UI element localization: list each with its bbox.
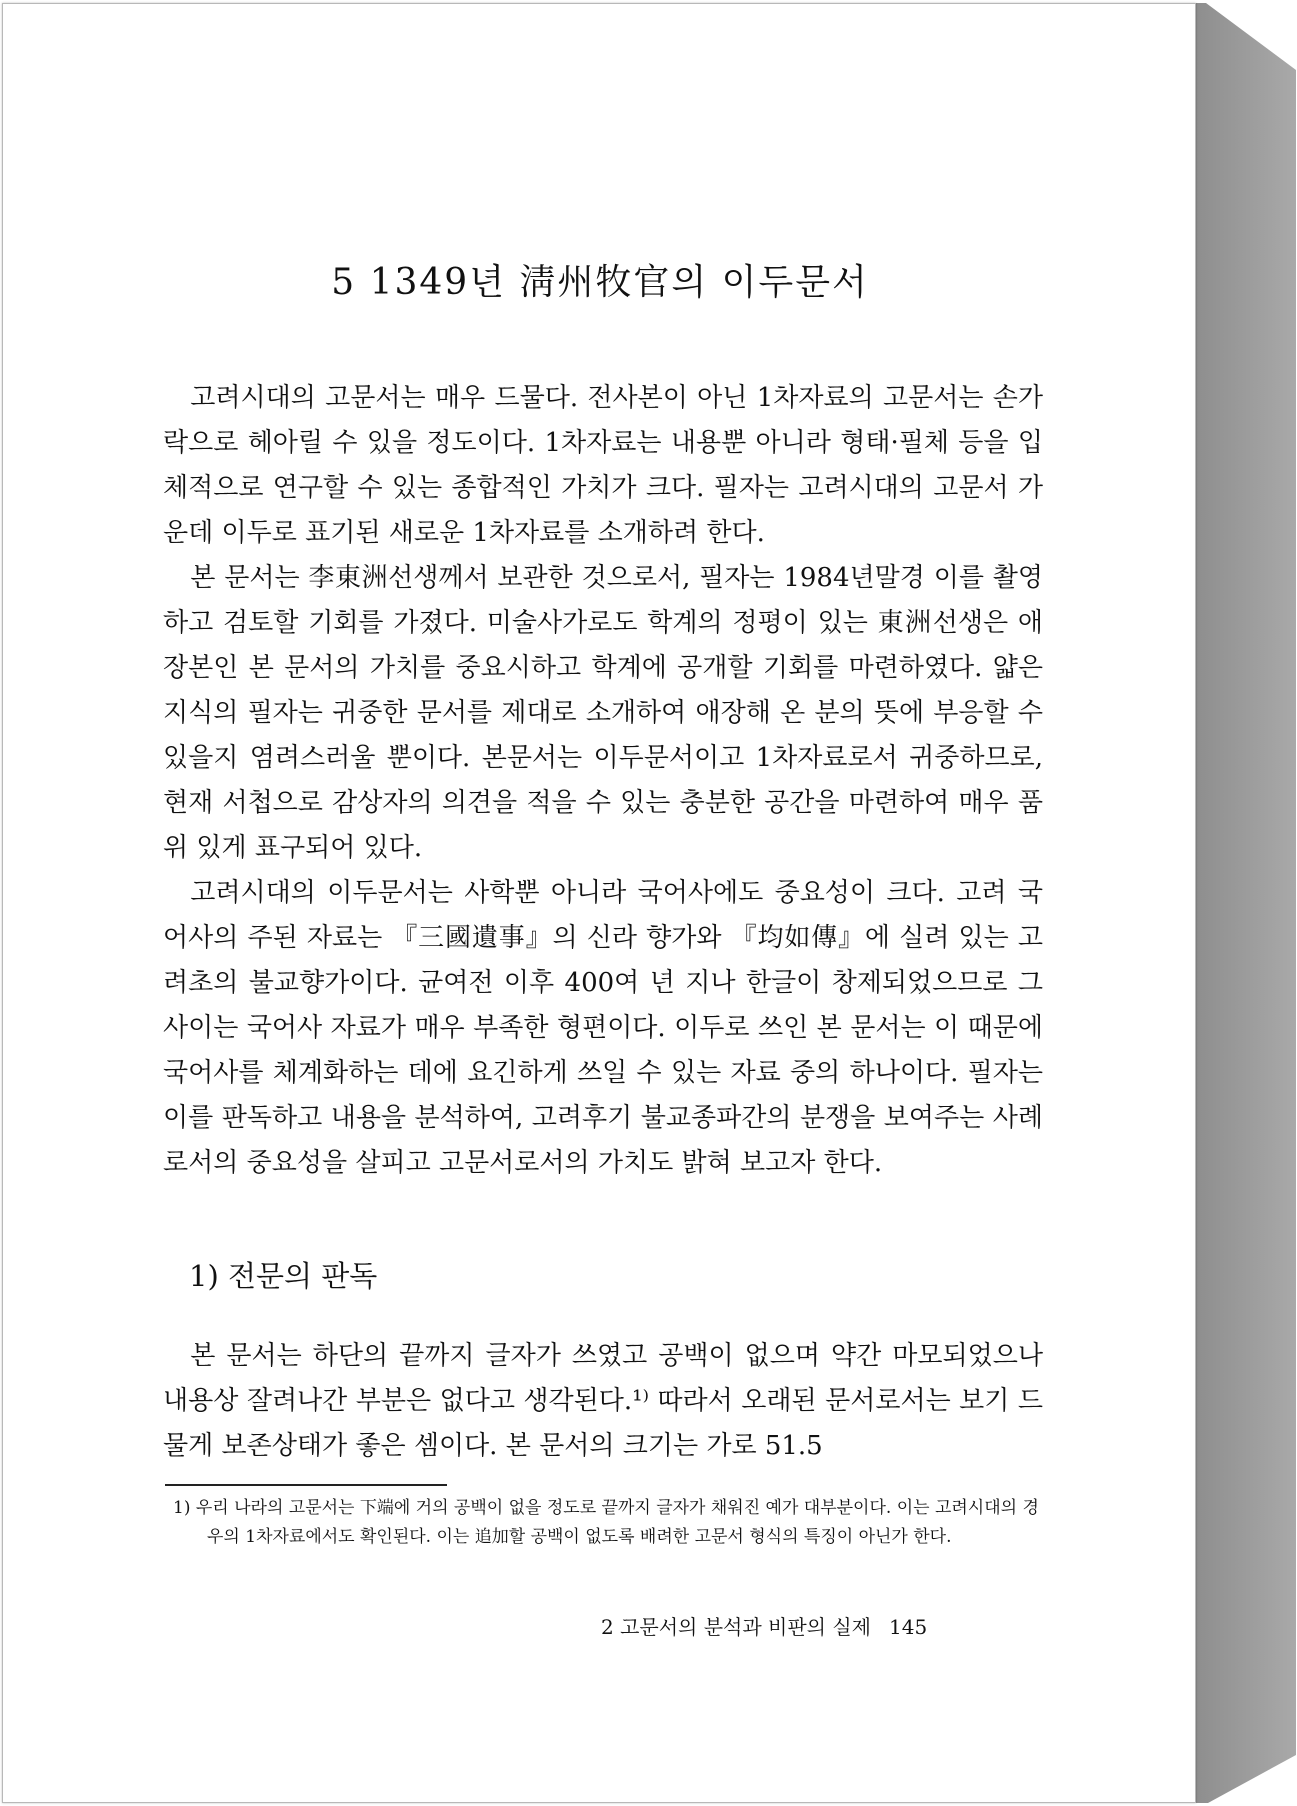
book-page <box>2 3 1196 1803</box>
section-body-text <box>163 1334 1043 1469</box>
page-number: 145 <box>889 1615 928 1639</box>
paragraph: 본 문서는 하단의 끝까지 글자가 쓰였고 공백이 없으며 약간 마모되었으나 내용상 잘려나간 부분은 없다고 생각된다.¹⁾ 따라서 오래된 문서로서는 보기 드물게 보존상태가 좋은 셈이다. 본 문서의 크기는 가로 51.5 <box>163 1341 1043 1461</box>
paragraph: 본 문서는 李東洲선생께서 보관한 것으로서, 필자는 1984년말경 이를 촬영하고 검토할 기회를 가졌다. 미술사가로도 학계의 정평이 있는 東洲선생은 애장본인 본 문서의 가치를 중요시하고 학계에 공개할 기회를 마련하였다. 얇은 지식의 필자는 귀중한 문서를 제대로 소개하여 애장해 온 분의 뜻에 부응할 수 있을지 염려스러울 뿐이다. 본문서는 이두문서이고 1차자료로서 귀중하므로, 현재 서첩으로 감상자의 의견을 적을 수 있는 충분한 공간을 마련하여 매우 품위 있게 표구되어 있다. <box>163 563 1043 863</box>
body-text <box>163 376 1043 1186</box>
section-heading: 1) 전문의 판독 <box>189 1259 378 1293</box>
chapter-title: 5 1349년 淸州牧官의 이두문서 <box>331 262 869 303</box>
paragraph: 고려시대의 고문서는 매우 드물다. 전사본이 아닌 1차자료의 고문서는 손가락으로 헤아릴 수 있을 정도이다. 1차자료는 내용뿐 아니라 형태·필체 등을 입체적으로 연구할 수 있는 종합적인 가치가 크다. 필자는 고려시대의 고문서 가운데 이두로 표기된 새로운 1차자료를 소개하려 한다. <box>163 383 1043 548</box>
paragraph: 고려시대의 이두문서는 사학뿐 아니라 국어사에도 중요성이 크다. 고려 국어사의 주된 자료는 『三國遺事』의 신라 향가와 『均如傳』에 실려 있는 고려초의 불교향가이다. 균여전 이후 400여 년 지나 한글이 창제되었으므로 그 사이는 국어사 자료가 매우 부족한 형편이다. 이두로 쓰인 본 문서는 이 때문에 국어사를 체계화하는 데에 요긴하게 쓰일 수 있는 자료 중의 하나이다. 필자는 이를 판독하고 내용을 분석하여, 고려후기 불교종파간의 분쟁을 보여주는 사례로서의 중요성을 살피고 고문서로서의 가치도 밝혀 보고자 한다. <box>163 878 1043 1178</box>
running-footer <box>601 1611 927 1640</box>
footnote-divider <box>165 1484 447 1486</box>
running-title: 2 고문서의 분석과 비판의 실제 <box>601 1615 871 1639</box>
footnote: 1) 우리 나라의 고문서는 下端에 거의 공백이 없을 정도로 끝까지 글자가 채워진 예가 대부분이다. 이는 고려시대의 경우의 1차자료에서도 확인된다. 이는 追加할 공백이 없도록 배려한 고문서 형식의 특징이 아닌가 한다. <box>173 1498 1039 1547</box>
